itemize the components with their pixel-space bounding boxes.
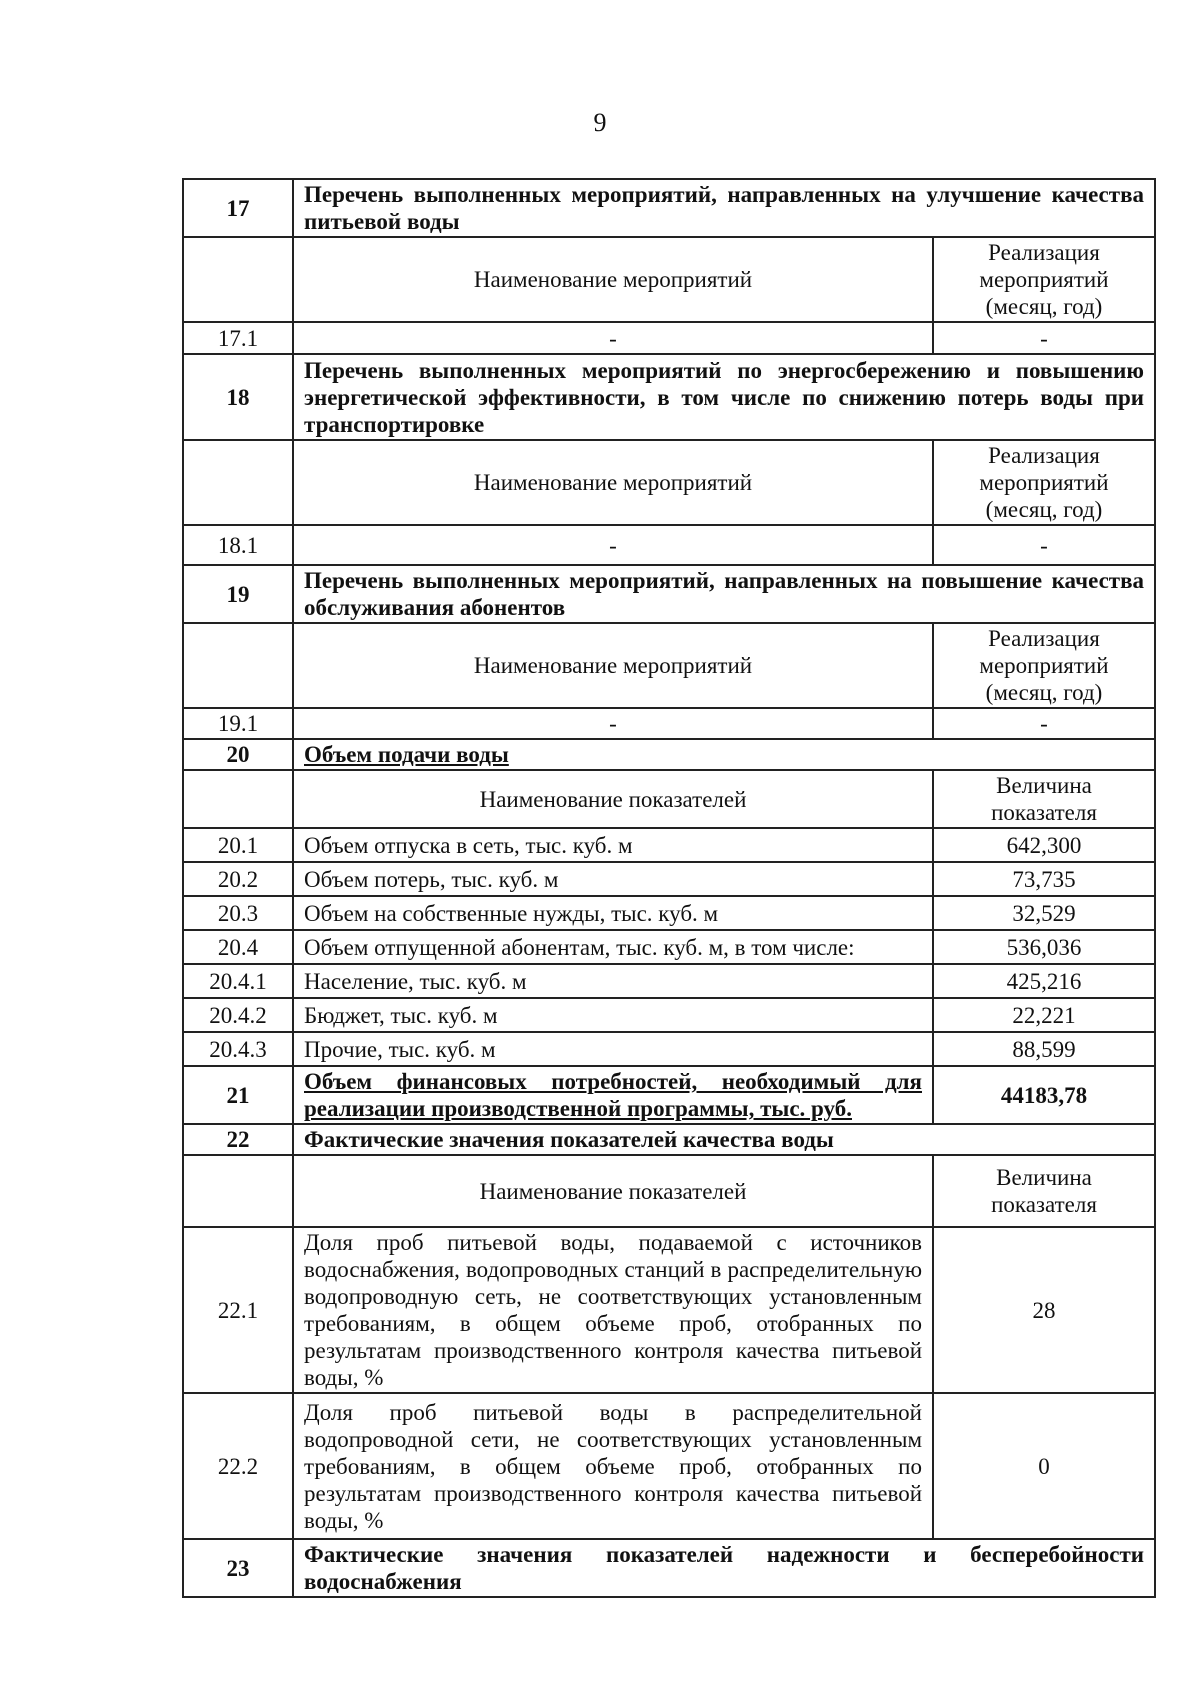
row-value: 22,221 (933, 998, 1155, 1032)
section-number: 17 (183, 179, 293, 237)
row-value: 32,529 (933, 896, 1155, 930)
column-header-row (183, 237, 1155, 322)
empty-cell (183, 623, 293, 708)
row-number: 20.3 (183, 896, 293, 930)
section-number: 23 (183, 1539, 293, 1597)
row-number: 20.4.3 (183, 1032, 293, 1066)
row-name: Прочие, тыс. куб. м (293, 1032, 933, 1066)
section-number: 22 (183, 1124, 293, 1155)
row-number: 20.4.2 (183, 998, 293, 1032)
row-number: 20.4 (183, 930, 293, 964)
column-header-name: Наименование мероприятий (293, 237, 933, 322)
section-number: 19 (183, 565, 293, 623)
row-value: 536,036 (933, 930, 1155, 964)
table-row (183, 862, 1155, 896)
column-header-name: Наименование мероприятий (293, 623, 933, 708)
row-value: 73,735 (933, 862, 1155, 896)
column-header-value: Реализация мероприятий (месяц, год) (933, 440, 1155, 525)
section-title: Перечень выполненных мероприятий по энергосбережению и повышению энергетической эффективности, в том числе по снижению потерь воды при транспортировке (293, 354, 1155, 440)
row-number: 22.1 (183, 1227, 293, 1393)
row-number: 20.2 (183, 862, 293, 896)
table-row (183, 998, 1155, 1032)
section-title: Объем финансовых потребностей, необходимый для реализации производственной программы, тыс. руб. (293, 1066, 933, 1124)
section-number: 18 (183, 354, 293, 440)
table-row (183, 896, 1155, 930)
section-number: 21 (183, 1066, 293, 1124)
table-row (183, 930, 1155, 964)
row-name: Объем потерь, тыс. куб. м (293, 862, 933, 896)
column-header-value: Величина показателя (933, 770, 1155, 828)
section-17-row (183, 179, 1155, 237)
row-name: Доля проб питьевой воды в распределительной водопроводной сети, не соответствующих установленным требованиям, в общем объеме проб, отобранных по результатам производственного контроля качества питьевой воды, % (293, 1393, 933, 1539)
row-name: Объем отпущенной абонентам, тыс. куб. м, в том числе: (293, 930, 933, 964)
row-number: 19.1 (183, 708, 293, 739)
table-row (183, 1032, 1155, 1066)
row-name: Объем на собственные нужды, тыс. куб. м (293, 896, 933, 930)
row-value: 88,599 (933, 1032, 1155, 1066)
section-19-row (183, 565, 1155, 623)
section-number: 20 (183, 739, 293, 770)
row-number: 20.1 (183, 828, 293, 862)
section-20-row (183, 739, 1155, 770)
column-header-row (183, 440, 1155, 525)
section-title: Перечень выполненных мероприятий, направленных на повышение качества обслуживания абонентов (293, 565, 1155, 623)
row-name: - (293, 322, 933, 354)
column-header-value: Величина показателя (933, 1155, 1155, 1227)
column-header-row (183, 623, 1155, 708)
empty-cell (183, 770, 293, 828)
row-value: 425,216 (933, 964, 1155, 998)
row-number: 20.4.1 (183, 964, 293, 998)
section-21-row (183, 1066, 1155, 1124)
section-18-row (183, 354, 1155, 440)
row-number: 17.1 (183, 322, 293, 354)
empty-cell (183, 1155, 293, 1227)
row-name: Бюджет, тыс. куб. м (293, 998, 933, 1032)
table-row (183, 828, 1155, 862)
table-row (183, 708, 1155, 739)
table-row (183, 525, 1155, 565)
table-row (183, 964, 1155, 998)
column-header-value: Реализация мероприятий (месяц, год) (933, 237, 1155, 322)
column-header-row (183, 1155, 1155, 1227)
column-header-name: Наименование показателей (293, 770, 933, 828)
row-number: 18.1 (183, 525, 293, 565)
table-row (183, 1227, 1155, 1393)
row-name: Доля проб питьевой воды, подаваемой с источников водоснабжения, водопроводных станций в распределительную водопроводную сеть, не соответствующих установленным требованиям, в общем объеме проб, отобранных по результатам производственного контроля качества питьевой воды, % (293, 1227, 933, 1393)
row-value: - (933, 322, 1155, 354)
row-value: - (933, 525, 1155, 565)
section-title: Перечень выполненных мероприятий, направленных на улучшение качества питьевой воды (293, 179, 1155, 237)
table-row (183, 1393, 1155, 1539)
column-header-value: Реализация мероприятий (месяц, год) (933, 623, 1155, 708)
row-value: 28 (933, 1227, 1155, 1393)
section-title: Фактические значения показателей надежности и бесперебойности водоснабжения (293, 1539, 1155, 1597)
section-title: Фактические значения показателей качества воды (293, 1124, 1155, 1155)
row-name: - (293, 708, 933, 739)
empty-cell (183, 237, 293, 322)
section-23-row (183, 1539, 1155, 1597)
page-number: 9 (593, 108, 607, 137)
section-title: Объем подачи воды (293, 739, 1155, 770)
empty-cell (183, 440, 293, 525)
section-22-row (183, 1124, 1155, 1155)
row-number: 22.2 (183, 1393, 293, 1539)
report-table (182, 178, 1156, 1598)
column-header-name: Наименование показателей (293, 1155, 933, 1227)
row-name: Население, тыс. куб. м (293, 964, 933, 998)
row-value: 0 (933, 1393, 1155, 1539)
row-value: 44183,78 (933, 1066, 1155, 1124)
table-row (183, 322, 1155, 354)
row-name: Объем отпуска в сеть, тыс. куб. м (293, 828, 933, 862)
row-value: - (933, 708, 1155, 739)
column-header-row (183, 770, 1155, 828)
row-value: 642,300 (933, 828, 1155, 862)
column-header-name: Наименование мероприятий (293, 440, 933, 525)
row-name: - (293, 525, 933, 565)
